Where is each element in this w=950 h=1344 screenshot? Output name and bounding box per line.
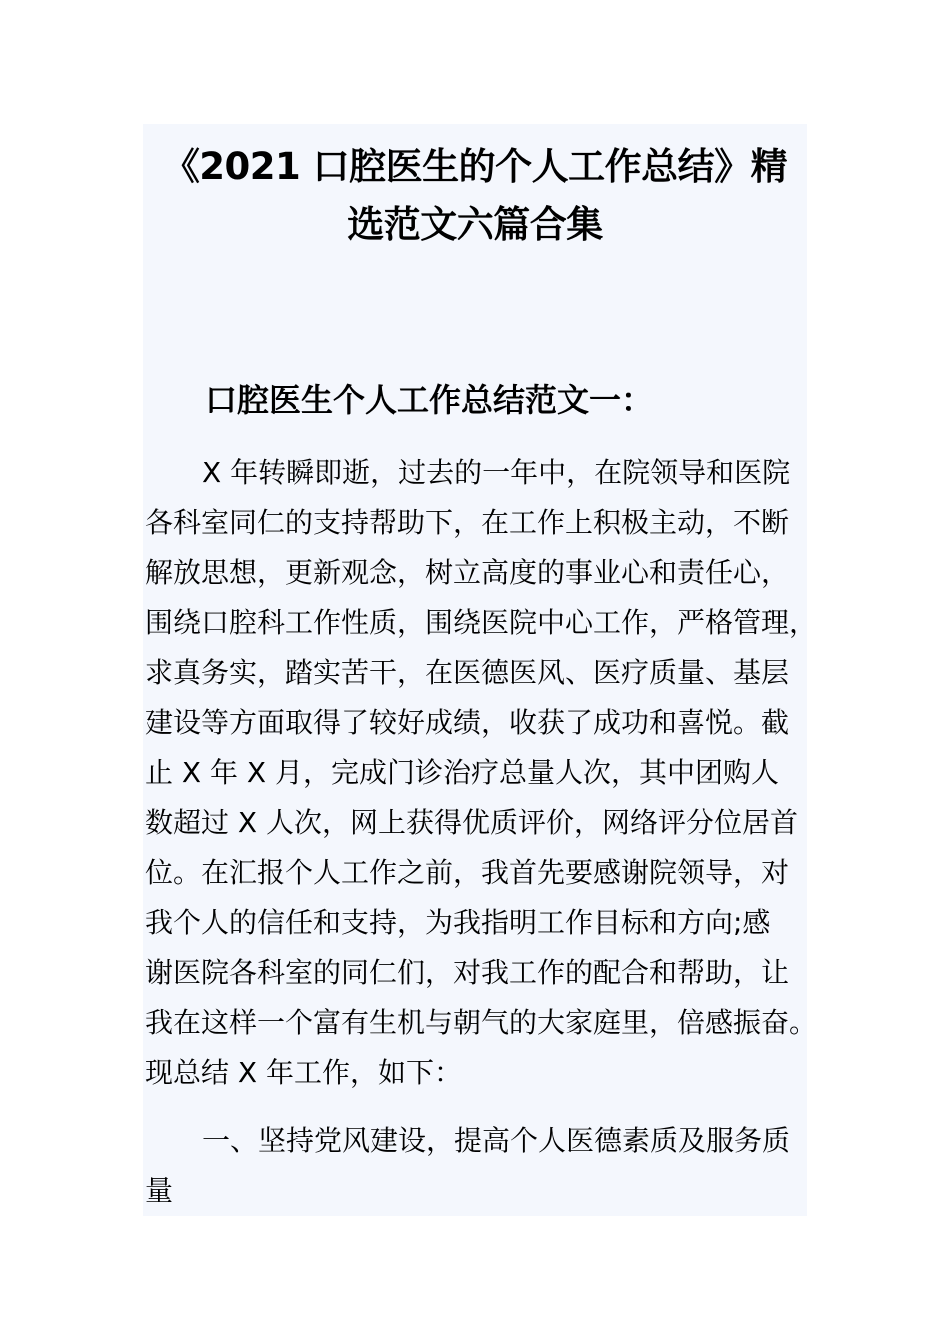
- text-line: 量: [145, 1174, 174, 1207]
- text-line: 一、坚持党风建设，提高个人医德素质及服务质: [202, 1124, 791, 1157]
- document-title: [143, 138, 807, 254]
- text-line: 建设等方面取得了较好成绩，收获了成功和喜悦。截: [145, 706, 790, 739]
- paragraph-section-one: [145, 1116, 809, 1216]
- text-line: 位。在汇报个人工作之前，我首先要感谢院领导，对: [145, 856, 790, 889]
- text-line: 谢医院各科室的同仁们，对我工作的配合和帮助，让: [145, 956, 790, 989]
- text-line: 现总结 X 年工作，如下：: [145, 1056, 462, 1089]
- text-line: 各科室同仁的支持帮助下，在工作上积极主动，不断: [145, 506, 790, 539]
- text-line: 解放思想，更新观念，树立高度的事业心和责任心，: [145, 556, 790, 589]
- text-line: 我个人的信任和支持，为我指明工作目标和方向;感: [145, 906, 771, 939]
- title-line: 《2021 口腔医生的个人工作总结》精: [162, 145, 788, 188]
- title-line: 选范文六篇合集: [347, 203, 603, 246]
- text-line: 围绕口腔科工作性质，围绕医院中心工作，严格管理，: [145, 606, 818, 639]
- paragraph-intro: [145, 448, 818, 1098]
- text-line: 我在这样一个富有生机与朝气的大家庭里，倍感振奋。: [145, 1006, 818, 1039]
- text-line: 数超过 X 人次，网上获得优质评价，网络评分位居首: [145, 806, 798, 839]
- text-line: X 年转瞬即逝，过去的一年中，在院领导和医院: [202, 456, 791, 489]
- text-line: 求真务实，踏实苦干，在医德医风、医疗质量、基层: [145, 656, 790, 689]
- text-line: 止 X 年 X 月，完成门诊治疗总量人次，其中团购人: [145, 756, 779, 789]
- section-heading: 口腔医生个人工作总结范文一：: [205, 381, 654, 419]
